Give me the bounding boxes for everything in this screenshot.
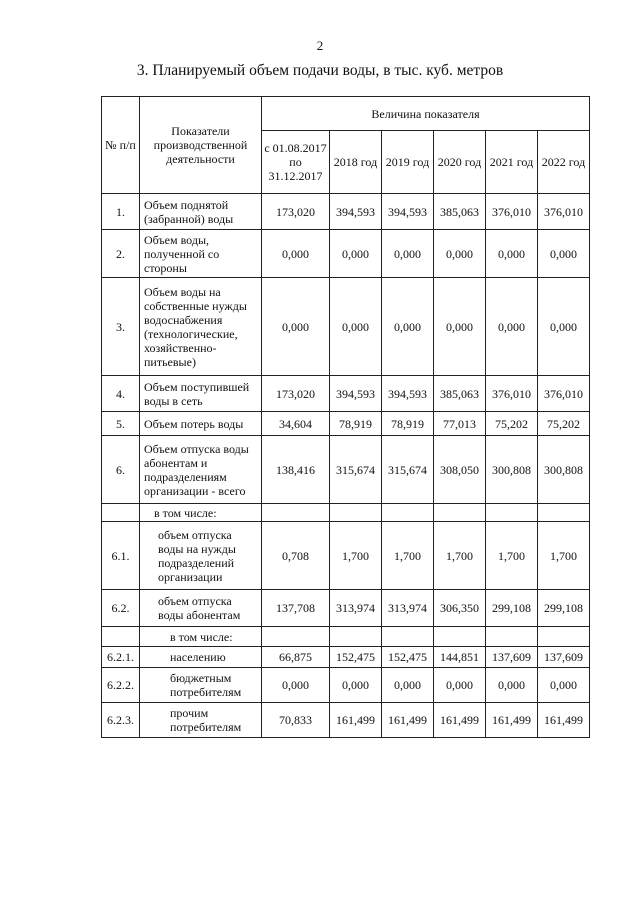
- cell-value: [330, 627, 382, 647]
- page-title: 3. Планируемый объем подачи воды, в тыс. куб. метров: [136, 62, 504, 79]
- cell-value: 161,499: [538, 703, 590, 738]
- cell-value: 161,499: [382, 703, 434, 738]
- row-number: 3.: [102, 278, 140, 376]
- page-number: 2: [316, 38, 324, 53]
- cell-value: 137,609: [538, 647, 590, 668]
- period-header: 2019 год: [382, 131, 434, 194]
- row-number: 4.: [102, 376, 140, 412]
- cell-value: 313,974: [330, 590, 382, 627]
- table-row: [102, 230, 590, 278]
- row-label: в том числе:: [140, 627, 262, 647]
- cell-value: 137,609: [486, 647, 538, 668]
- row-number: 1.: [102, 194, 140, 230]
- cell-value: 161,499: [434, 703, 486, 738]
- cell-value: 306,350: [434, 590, 486, 627]
- row-number: 6.2.3.: [102, 703, 140, 738]
- table-row: [102, 504, 590, 522]
- cell-value: 0,000: [330, 278, 382, 376]
- cell-value: 0,000: [486, 668, 538, 703]
- cell-value: 315,674: [382, 436, 434, 504]
- cell-value: 0,000: [330, 230, 382, 278]
- cell-value: [382, 504, 434, 522]
- cell-value: 78,919: [382, 412, 434, 436]
- cell-value: 75,202: [538, 412, 590, 436]
- cell-value: 0,000: [382, 278, 434, 376]
- table-row: [102, 627, 590, 647]
- cell-value: 394,593: [330, 194, 382, 230]
- cell-value: [434, 504, 486, 522]
- group-header: Величина показателя: [262, 97, 590, 131]
- cell-value: 0,000: [538, 668, 590, 703]
- cell-value: 313,974: [382, 590, 434, 627]
- cell-value: 385,063: [434, 376, 486, 412]
- row-number: [102, 504, 140, 522]
- row-label: объем отпуска воды на нужды подразделений организации: [140, 522, 262, 590]
- row-label: Объем поднятой (забранной) воды: [140, 194, 262, 230]
- cell-value: 0,000: [382, 668, 434, 703]
- cell-value: [538, 627, 590, 647]
- cell-value: 137,708: [262, 590, 330, 627]
- row-number: 6.2.: [102, 590, 140, 627]
- row-number: 2.: [102, 230, 140, 278]
- cell-value: 152,475: [330, 647, 382, 668]
- row-number: [102, 627, 140, 647]
- cell-value: 161,499: [330, 703, 382, 738]
- cell-value: 0,000: [538, 230, 590, 278]
- period-header: с 01.08.2017 по 31.12.2017: [262, 131, 330, 194]
- cell-value: [486, 504, 538, 522]
- period-header: 2018 год: [330, 131, 382, 194]
- cell-value: 1,700: [434, 522, 486, 590]
- cell-value: 0,000: [330, 668, 382, 703]
- cell-value: 300,808: [538, 436, 590, 504]
- cell-value: [262, 627, 330, 647]
- cell-value: 66,875: [262, 647, 330, 668]
- cell-value: 0,000: [434, 278, 486, 376]
- water-supply-table: [101, 96, 590, 738]
- table-row: [102, 647, 590, 668]
- period-header: 2020 год: [434, 131, 486, 194]
- cell-value: 0,000: [434, 668, 486, 703]
- cell-value: 0,000: [486, 278, 538, 376]
- cell-value: 376,010: [538, 194, 590, 230]
- row-number: 6.2.2.: [102, 668, 140, 703]
- row-label: Объем потерь воды: [140, 412, 262, 436]
- table-row: [102, 278, 590, 376]
- cell-value: 299,108: [538, 590, 590, 627]
- cell-value: 152,475: [382, 647, 434, 668]
- cell-value: 0,000: [486, 230, 538, 278]
- cell-value: 0,000: [262, 278, 330, 376]
- cell-value: 376,010: [486, 194, 538, 230]
- cell-value: 0,000: [262, 668, 330, 703]
- row-label: населению: [140, 647, 262, 668]
- cell-value: 1,700: [538, 522, 590, 590]
- table-row: [102, 668, 590, 703]
- row-number: 6.1.: [102, 522, 140, 590]
- cell-value: 308,050: [434, 436, 486, 504]
- cell-value: 77,013: [434, 412, 486, 436]
- cell-value: 394,593: [330, 376, 382, 412]
- cell-value: 1,700: [382, 522, 434, 590]
- cell-value: 34,604: [262, 412, 330, 436]
- row-number: 5.: [102, 412, 140, 436]
- table-row: [102, 436, 590, 504]
- cell-value: 138,416: [262, 436, 330, 504]
- cell-value: 300,808: [486, 436, 538, 504]
- cell-value: 173,020: [262, 376, 330, 412]
- row-label: бюджетным потребителям: [140, 668, 262, 703]
- col-num-header: № п/п: [102, 97, 140, 194]
- cell-value: 376,010: [486, 376, 538, 412]
- cell-value: [434, 627, 486, 647]
- period-header: 2021 год: [486, 131, 538, 194]
- period-header: 2022 год: [538, 131, 590, 194]
- cell-value: [262, 504, 330, 522]
- cell-value: 376,010: [538, 376, 590, 412]
- cell-value: [538, 504, 590, 522]
- cell-value: 75,202: [486, 412, 538, 436]
- cell-value: 144,851: [434, 647, 486, 668]
- table-row: [102, 590, 590, 627]
- cell-value: 394,593: [382, 194, 434, 230]
- table-row: [102, 412, 590, 436]
- table-row: [102, 522, 590, 590]
- cell-value: [382, 627, 434, 647]
- cell-value: 315,674: [330, 436, 382, 504]
- row-label: Объем воды на собственные нужды водоснабжения (технологические, хозяйственно-питьевые): [140, 278, 262, 376]
- row-label: в том числе:: [140, 504, 262, 522]
- cell-value: 1,700: [330, 522, 382, 590]
- row-number: 6.2.1.: [102, 647, 140, 668]
- cell-value: 0,000: [382, 230, 434, 278]
- cell-value: 0,000: [434, 230, 486, 278]
- row-label: объем отпуска воды абонентам: [140, 590, 262, 627]
- col-indicator-header: Показатели производственной деятельности: [140, 97, 262, 194]
- cell-value: 161,499: [486, 703, 538, 738]
- cell-value: 0,000: [262, 230, 330, 278]
- cell-value: 78,919: [330, 412, 382, 436]
- row-label: прочим потребителям: [140, 703, 262, 738]
- cell-value: 1,700: [486, 522, 538, 590]
- cell-value: [330, 504, 382, 522]
- cell-value: 173,020: [262, 194, 330, 230]
- row-label: Объем отпуска воды абонентам и подразделениям организации - всего: [140, 436, 262, 504]
- cell-value: 0,000: [538, 278, 590, 376]
- row-label: Объем поступившей воды в сеть: [140, 376, 262, 412]
- cell-value: 70,833: [262, 703, 330, 738]
- cell-value: [486, 627, 538, 647]
- table-row: [102, 376, 590, 412]
- row-label: Объем воды, полученной со стороны: [140, 230, 262, 278]
- cell-value: 299,108: [486, 590, 538, 627]
- table-row: [102, 703, 590, 738]
- cell-value: 0,708: [262, 522, 330, 590]
- row-number: 6.: [102, 436, 140, 504]
- cell-value: 394,593: [382, 376, 434, 412]
- table-row: [102, 194, 590, 230]
- cell-value: 385,063: [434, 194, 486, 230]
